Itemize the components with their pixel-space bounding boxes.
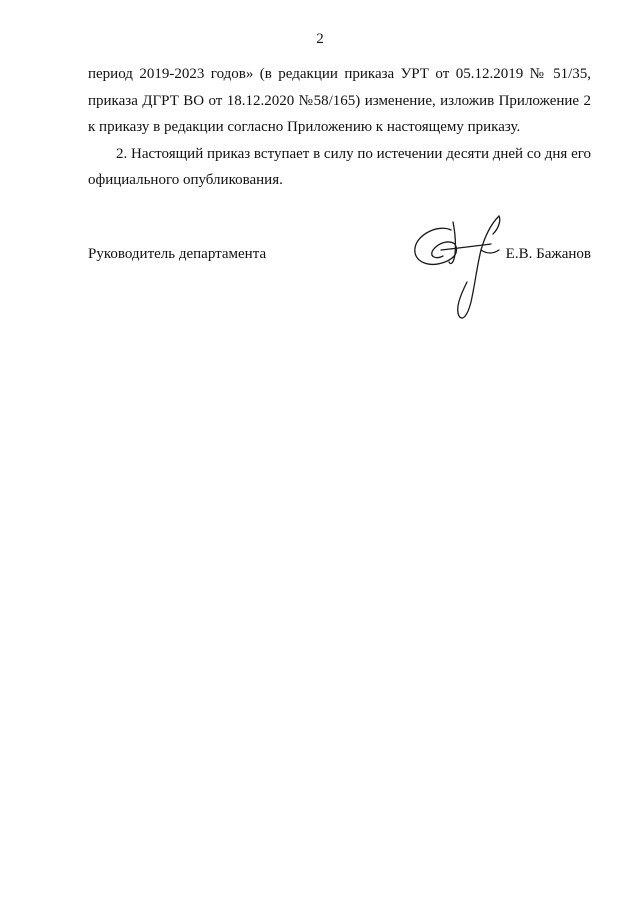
handwritten-signature-icon bbox=[411, 210, 516, 325]
signer-position: Руководитель департамента bbox=[88, 246, 267, 262]
signature-block bbox=[88, 246, 591, 336]
signer-name: Е.В. Бажанов bbox=[505, 246, 591, 262]
paragraph-1-line-2: приказа ДГРТ ВО от 18.12.2020 №58/165) изменение, изложив Приложение 2 bbox=[88, 92, 591, 109]
paragraph-2-line-2: официального опубликования. bbox=[88, 172, 283, 188]
paragraph-2-line-1: 2. Настоящий приказ вступает в силу по истечении десяти дней со дня его bbox=[116, 145, 591, 162]
page-number: 2 bbox=[316, 31, 324, 47]
document-body bbox=[88, 61, 591, 194]
paragraph-1-line-3: к приказу в редакции согласно Приложению к настоящему приказу. bbox=[88, 119, 521, 135]
paragraph-1-line-1: период 2019-2023 годов» (в редакции приказа УРТ от 05.12.2019 № 51/35, bbox=[88, 66, 591, 82]
